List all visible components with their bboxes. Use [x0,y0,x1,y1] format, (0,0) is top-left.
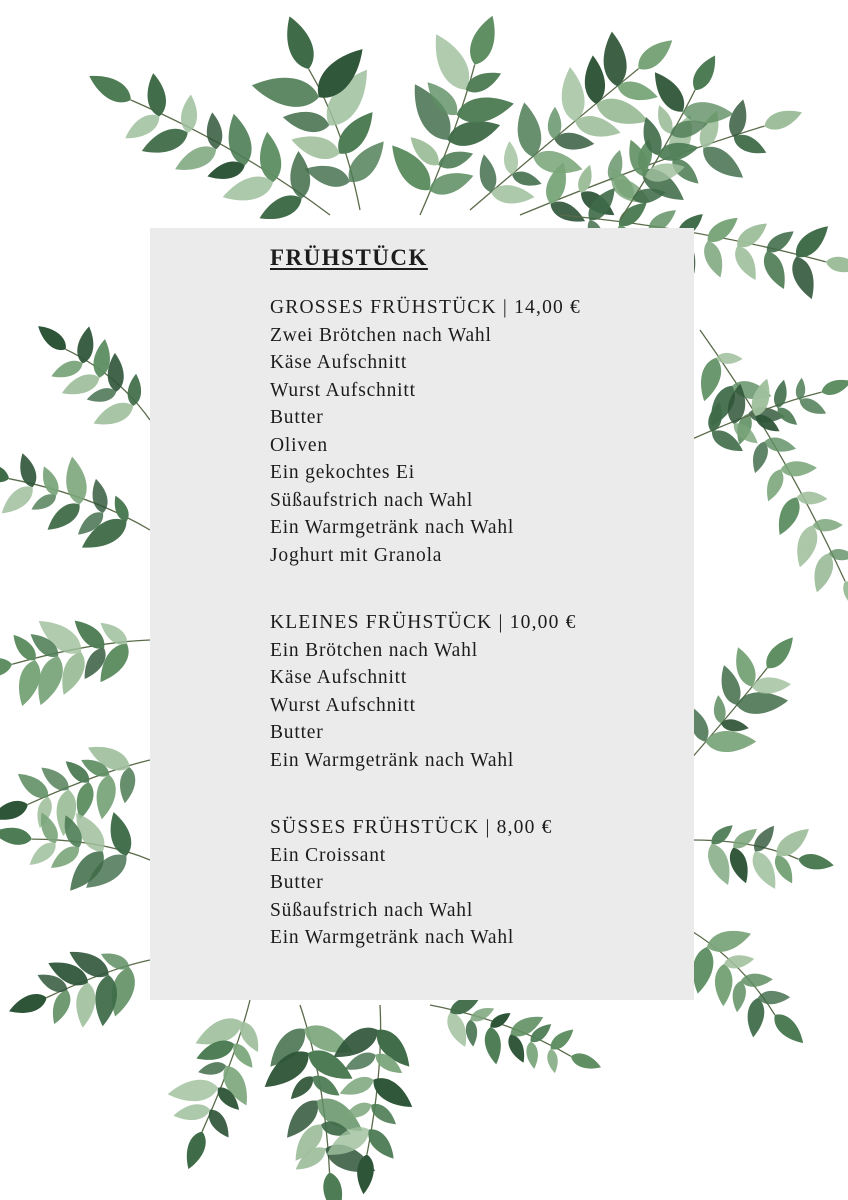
leaf [790,220,834,263]
menu-item: Süßaufstrich nach Wahl [270,489,474,511]
leaf [127,373,143,406]
leaf [104,809,135,858]
leaf [0,655,14,681]
leaf [33,320,70,355]
menu-item: Zwei Brötchen nach Wahl [270,324,492,346]
leaf [436,146,475,172]
leaf [505,1032,530,1066]
menu-section-suess [270,814,690,952]
leaf [751,676,791,694]
leaf [772,378,790,409]
leaf [249,71,321,111]
leaf [788,253,821,302]
leaf [181,1129,210,1172]
leaf [819,375,848,398]
menu-item: Oliven [270,434,328,456]
leaf [72,780,96,821]
leaf [726,97,751,139]
leaf [726,845,753,886]
leaf [454,92,516,127]
leaf [47,987,74,1026]
menu-item: Ein Croissant [270,844,387,866]
stem [700,330,845,581]
leaf [735,690,789,716]
leaf [166,1077,219,1104]
leaf [797,852,835,873]
leaf [839,577,848,616]
leaf [715,964,733,1007]
menu-item: Butter [270,407,324,428]
section-heading: KLEINES FRÜHSTÜCK | 10,00 € [270,612,577,633]
leaf [321,1171,347,1200]
leaf [758,990,791,1004]
leaf [73,981,97,1028]
leaf [257,131,284,184]
leaf [700,238,728,280]
leaf [172,1102,211,1123]
leaf [75,325,97,365]
leaf [84,67,135,108]
menu-item: Joghurt mit Granola [270,544,443,566]
menu-item: Käse Aufschnitt [270,667,408,688]
menu-item: Ein Brötchen nach Wahl [270,639,478,661]
leaf [716,352,743,364]
leaf [745,997,766,1038]
leaf [730,980,747,1013]
menu-item: Käse Aufschnitt [270,352,408,373]
leaf [15,451,39,489]
leaf [0,457,12,486]
leaf [144,72,168,118]
leaf [483,1026,504,1066]
leaf [730,242,762,283]
section-heading: SÜSSES FRÜHSTÜCK | 8,00 € [270,817,553,838]
menu-content [270,242,690,952]
leaf [426,167,476,200]
leaf [279,12,320,73]
leaf [704,925,754,956]
leaf [0,824,33,847]
leaf [601,30,629,87]
leaf [763,435,797,455]
leaf [223,112,255,168]
menu-item: Ein gekochtes Ei [270,462,415,483]
leaf [0,797,31,826]
leaf [791,523,821,570]
leaf [197,1060,228,1078]
menu-item: Wurst Aufschnitt [270,694,416,716]
leaf [62,455,89,506]
leaf [90,398,137,432]
menu-item: Süßaufstrich nach Wahl [270,899,474,921]
menu-item: Butter [270,872,324,893]
leaf [180,94,199,134]
menu-item: Ein Warmgetränk nach Wahl [270,927,515,948]
leaf [633,33,678,75]
leaf [38,464,62,498]
leaf [117,766,137,804]
leaf [465,1019,479,1047]
leaf [769,1009,809,1049]
leaf [759,248,792,293]
leaf [281,108,331,135]
section-heading: GROSSES FRÜHSTÜCK | 14,00 € [270,297,581,318]
menu-title: FRÜHSTÜCK [270,245,428,270]
menu-item: Butter [270,722,324,743]
leaf [813,519,843,532]
menu-item: Wurst Aufschnitt [270,379,416,401]
leaf [569,1050,604,1073]
menu-section-gross [270,294,690,569]
leaf [761,632,799,673]
leaf [6,990,49,1019]
leaf [761,105,804,134]
menu-section-klein [270,609,690,774]
menu-item: Ein Warmgetränk nach Wahl [270,749,515,771]
leaf [780,460,817,477]
leaf [465,12,503,68]
leaf [546,1048,560,1074]
leaf [688,51,722,94]
leaf [525,1041,540,1070]
menu-item: Ein Warmgetränk nach Wahl [270,517,515,538]
leaf [289,150,312,199]
leaf [825,255,848,276]
